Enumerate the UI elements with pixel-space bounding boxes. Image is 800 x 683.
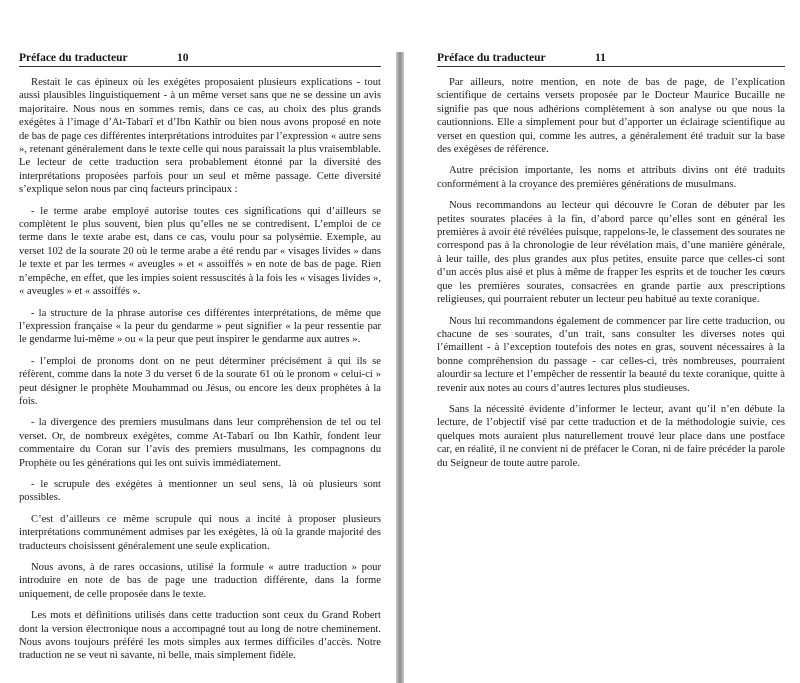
- paragraph: Sans la nécessité évidente d’informer le lecteur, avant qu’il n’en débute la lecture, de l’objectif visé par cette traduction et de la méthodologie suivie, ces quelques mots auraient plus naturellement trouvé leur place dans une postface car, en réalité, il ne convient ni de préfacer le Coran, ni de faire précéder la parole du Seigneur de toute autre parole.: [437, 403, 785, 469]
- right-page: [404, 0, 800, 683]
- paragraph: Nous lui recommandons également de commencer par lire cette traduction, ou chacune de ses sourates, d’un trait, sans consulter les diverses notes qui l’émaillent - à l’exception toutefois des notes en gras, souvent nécessaires à la bonne compréhension du passage - car celles-ci, très nombreuses, pourraient alourdir sa lecture et l’empêcher de ressentir la beauté du texte coranique, quitte à revenir aux notes au cours d’autres lectures plus studieuses.: [437, 315, 785, 394]
- page-number: 11: [595, 52, 606, 64]
- paragraph: - la divergence des premiers musulmans dans leur compréhension de tel ou tel verset. Or, de nombreux exégètes, comme At-Tabarî ou Ibn Kathîr, fondent leur commentaire du Coran sur l’avis des premiers musulmans, les compagnons du Prophète ou les générations qui les ont suivis immédiatement.: [19, 417, 381, 469]
- paragraph: - le scrupule des exégètes à mentionner un seul sens, là où plusieurs sont possibles.: [19, 478, 381, 504]
- paragraph: - le terme arabe employé autorise toutes ces significations qui d’ailleurs se complètent le plus souvent, bien plus qu’elles ne se contredisent. L’emploi de ce terme dans le texte arabe est, dans ce cas, voulu pour sa polysémie. Exemple, au verset 102 de la sourate 20 où le terme arabe a été rendu par « visages livides » dans le texte et par les termes « aveugles » et « assoiffés » en note de bas de page. Rien n’empêche, en effet, que les impies soient ressuscités à la fois les « visages livides », « aveugles » et « assoiffés ».: [19, 205, 381, 298]
- page-gutter: [396, 52, 404, 683]
- header-title: Préface du traducteur: [437, 52, 546, 64]
- paragraph: - l’emploi de pronoms dont on ne peut déterminer précisément à qui ils se réfèrent, comme dans la note 3 du verset 6 de la sourate 61 où le pronom « celui-ci » peut désigner le prophète Mouhammad ou Jésus, ou encore les deux prophètes à la fois.: [19, 355, 381, 407]
- page-header: [19, 52, 381, 67]
- paragraph: Par ailleurs, notre mention, en note de bas de page, de l’explication scientifique de certains versets proposée par le Docteur Maurice Bucaille ne signifie pas que nous adhérions complètement à son analyse ou que nous la cautionnions. Elle a simplement pour but d’apporter un éclairage scientifique au verset en question qui, comme les autres, a généralement été traduit sur la base des exégèses de référence.: [437, 77, 785, 156]
- paragraph: C’est d’ailleurs ce même scrupule qui nous a incité à proposer plusieurs interprétations communément admises par les exégètes, là où la grande majorité des traducteurs choisissent généralement une seule explication.: [19, 513, 381, 552]
- page-number: 10: [177, 52, 189, 64]
- paragraph: - la structure de la phrase autorise ces différentes interprétations, de même que l’expression française « la peur du gendarme » peut signifier « la peur ressentie par le gendarme lui-même » ou « la peur que peut inspirer le gendarme aux autres ».: [19, 307, 381, 346]
- paragraph: Autre précision importante, les noms et attributs divins ont été traduits conformément à la croyance des premières générations de musulmans.: [437, 165, 785, 190]
- header-title: Préface du traducteur: [19, 52, 128, 64]
- paragraph: Les mots et définitions utilisés dans cette traduction sont ceux du Grand Robert dont la version électronique nous a accompagné tout au long de notre cheminement. Nous avons toujours préféré les mots simples aux termes difficiles d’accès. Notre traduction ne se veut ni savante, ni belle, mais simplement fidèle.: [19, 610, 381, 662]
- page-header: [437, 52, 785, 67]
- paragraph: Nous avons, à de rares occasions, utilisé la formule « autre traduction » pour introduire en note de bas de page une traduction différente, dans la forme uniquement, de celle proposée dans le texte.: [19, 562, 381, 600]
- paragraph: Nous recommandons au lecteur qui découvre le Coran de débuter par les petites sourates placées à la fin, d’abord parce qu’elles sont en général les premières à avoir été révélées puisque, rappelons-le, le classement des sourates ne correspond pas à la chronologie de leur révélation mais, d’une manière générale, à leur taille, des plus grandes aux plus petites, ensuite parce que celles-ci sont d’un accès plus aisé et plus à même de frapper les esprits et de toucher les cœurs que les premières sourates, consacrées en grande partie aux prescriptions religieuses, qui pourraient rebuter un lecteur peu habitué au texte coranique.: [437, 200, 785, 306]
- left-page: [0, 0, 396, 683]
- paragraph: Restait le cas épineux où les exégètes proposaient plusieurs explications - tout aussi plausibles linguistiquement - à un même verset sans que ne se dessine un avis majoritaire. Nous nous en sommes remis, dans ce cas, au choix des plus grands exégètes à l’image d’At-Tabarî et d’Ibn Kathîr ou bien nous avons proposé en note de bas de page ces différentes interprétations introduites par l’expression « autre sens », retenant généralement dans le texte celle qui nous paraissait la plus vraisemblable. Le lecteur de cette traduction sera probablement étonné par la diversité des interprétations proposées parfois pour un seul et même passage. Cette diversité s’explique selon nous par cinq facteurs principaux :: [19, 77, 381, 196]
